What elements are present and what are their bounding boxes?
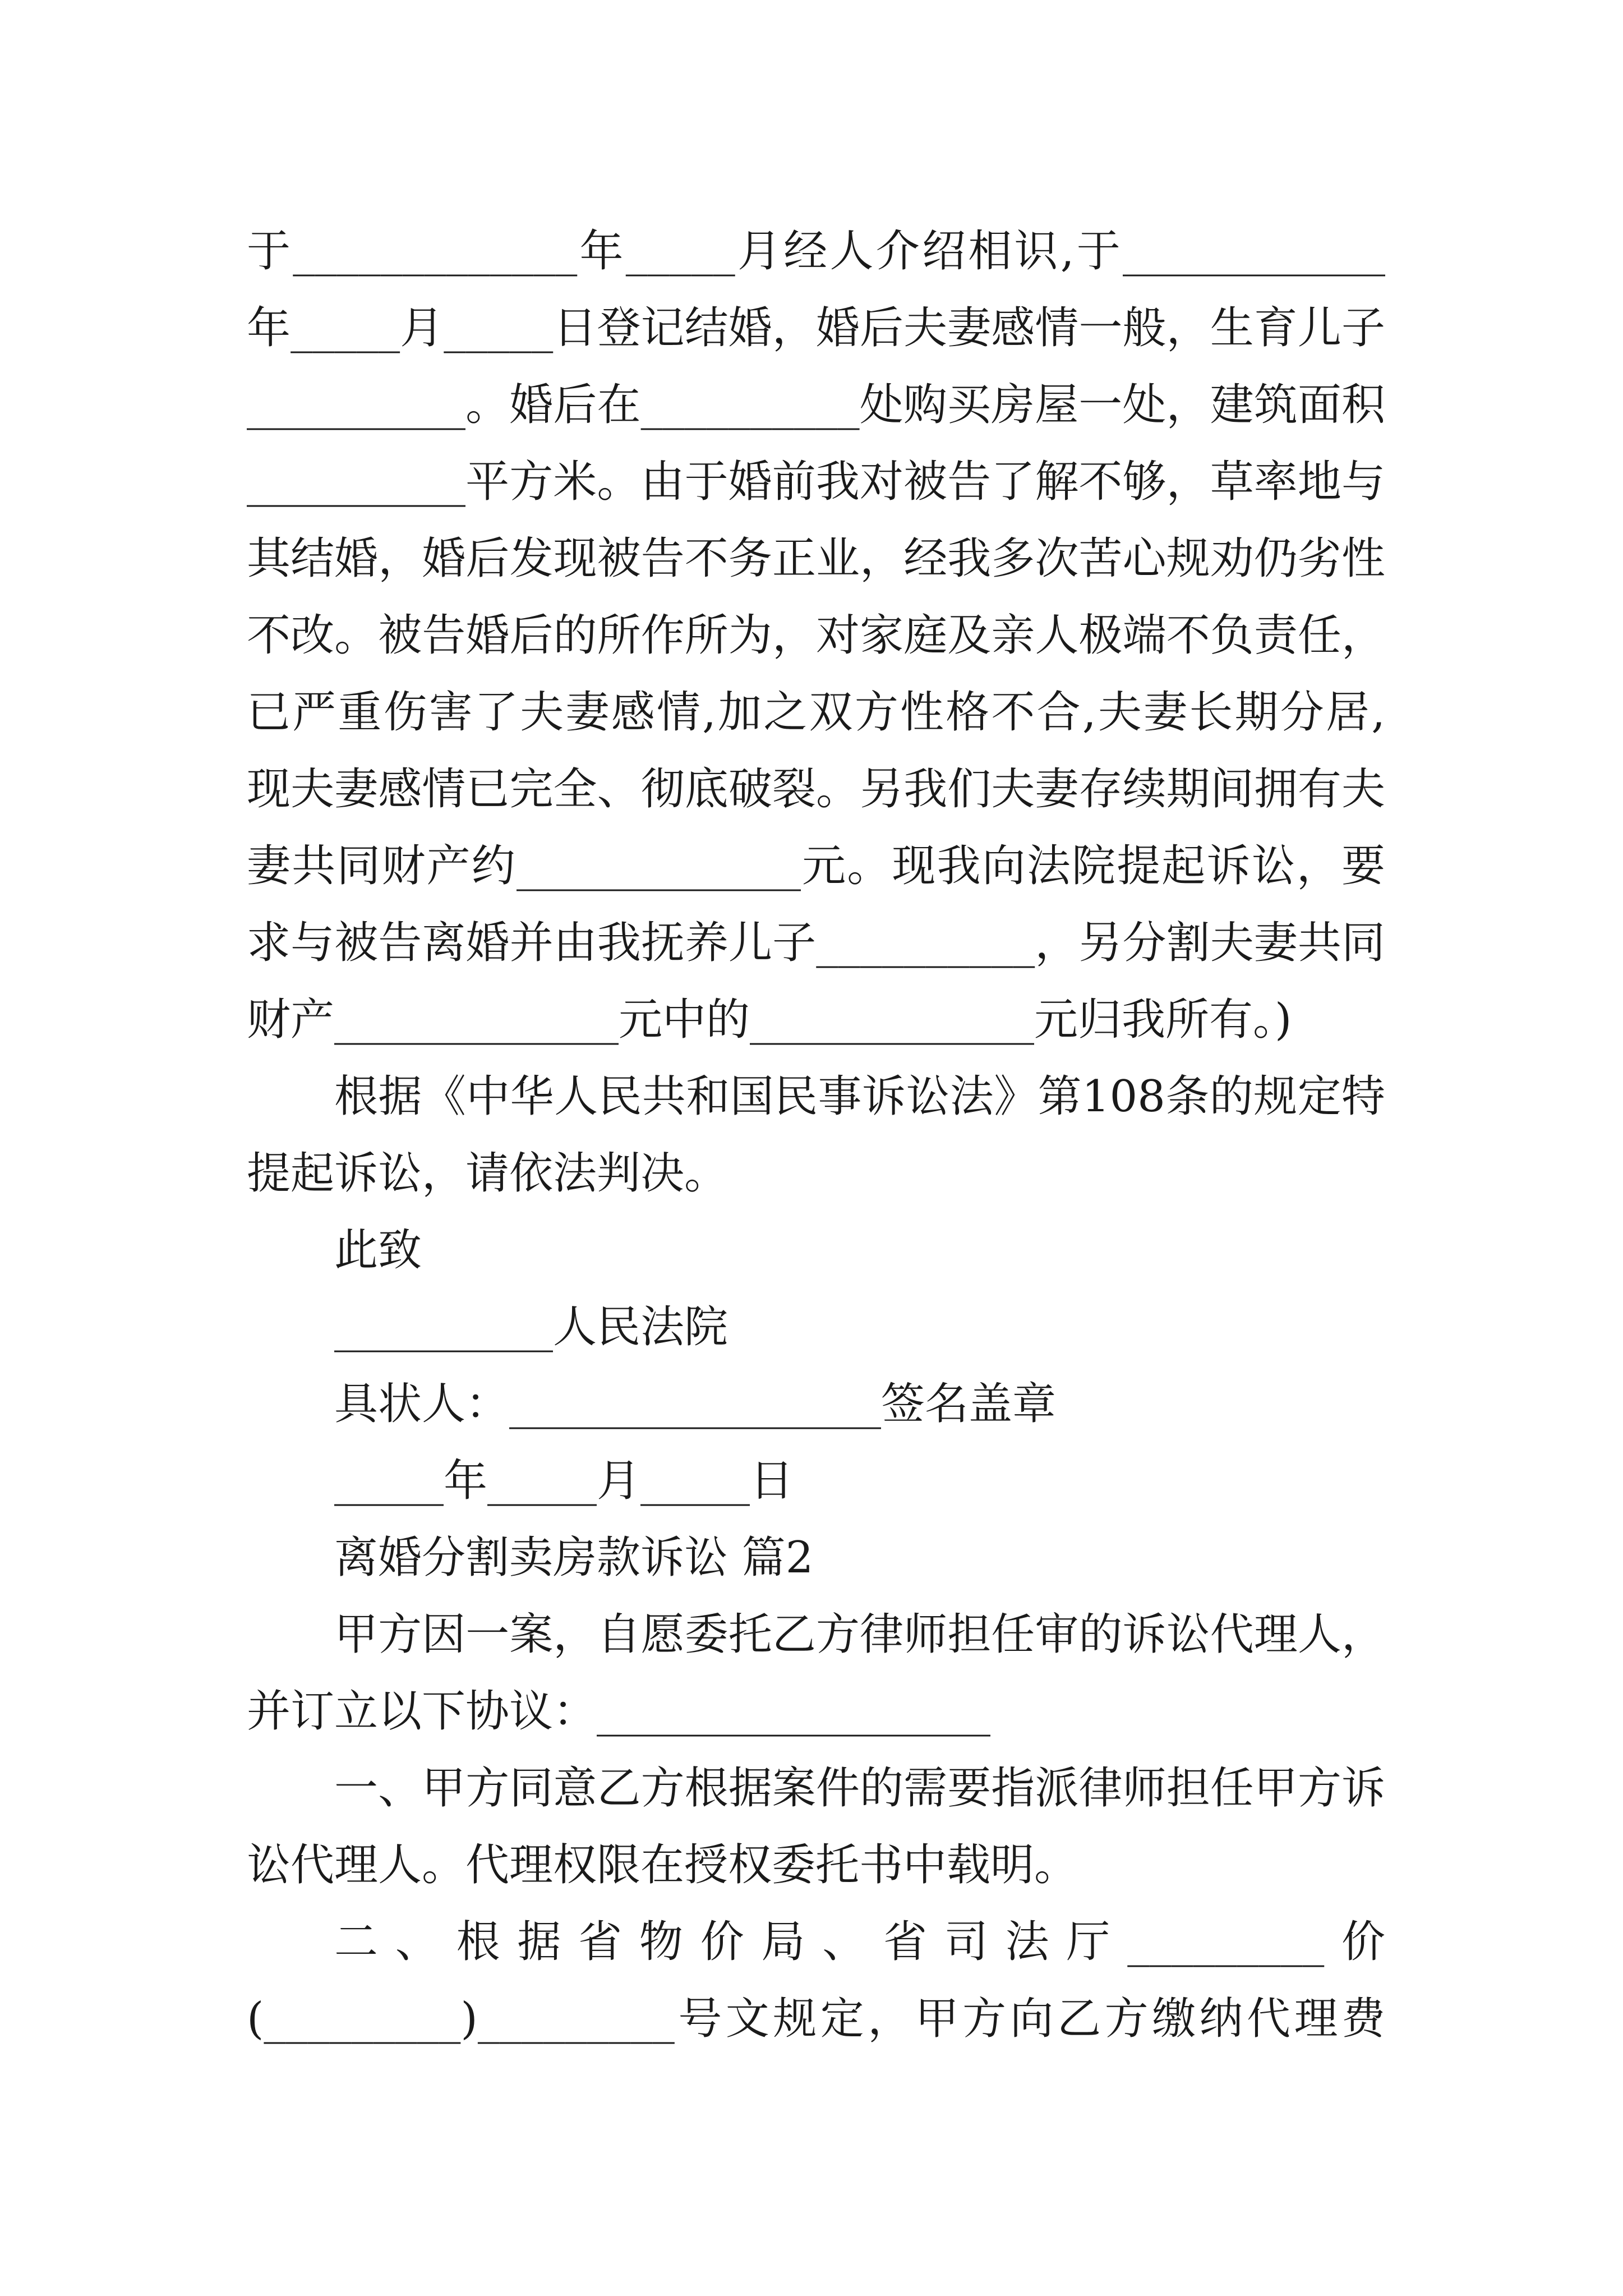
clause-line: 讼代理人。代理权限在授权委托书中载明。 xyxy=(247,1840,1078,1890)
agreement-line: 甲方因一案，自愿委托乙方律师担任审的诉讼代理人， xyxy=(334,1609,1385,1660)
body-line: 其结婚，婚后发现被告不务正业，经我多次苦心规劝仍劣性 xyxy=(247,533,1385,584)
legal-basis-line: 提起诉讼，请依法判决。 xyxy=(247,1148,728,1199)
body-line: 于_____________年_____月经人介绍相识,于____________ xyxy=(247,226,1385,277)
signature-line: 具状人：_________________签名盖章 xyxy=(334,1379,1057,1429)
body-line: 求与被告离婚并由我抚养儿子__________，另分割夫妻共同 xyxy=(247,918,1385,968)
clause-line: 一、甲方同意乙方根据案件的需要指派律师担任甲方诉 xyxy=(334,1763,1385,1814)
legal-basis-line: 根据《中华人民共和国民事诉讼法》第108条的规定特 xyxy=(334,1071,1385,1122)
body-line: 已严重伤害了夫妻感情,加之双方性格不合,夫妻长期分居, xyxy=(247,687,1385,738)
body-line: __________平方米。由于婚前我对被告了解不够，草率地与 xyxy=(247,457,1385,507)
clause-line: 二、根据省物价局、省司法厅_________价 xyxy=(334,1917,1385,1967)
body-line: 年_____月_____日登记结婚，婚后夫妻感情一般，生育儿子 xyxy=(247,303,1385,353)
body-line: __________。婚后在__________处购买房屋一处，建筑面积 xyxy=(247,380,1385,430)
document-page xyxy=(247,213,1385,2058)
agreement-line: 并订立以下协议：__________________ xyxy=(247,1686,991,1737)
body-line: 现夫妻感情已完全、彻底破裂。另我们夫妻存续期间拥有夫 xyxy=(247,764,1385,815)
section-heading: 离婚分割卖房款诉讼 篇2 xyxy=(334,1533,814,1583)
salutation: 此致 xyxy=(334,1225,422,1276)
body-line: 不改。被告婚后的所作所为，对家庭及亲人极端不负责任， xyxy=(247,610,1385,661)
date-line: _____年_____月_____日 xyxy=(334,1456,794,1506)
body-line: 财产_____________元中的_____________元归我所有。) xyxy=(247,995,1292,1045)
clause-line: (_________)_________号文规定，甲方向乙方缴纳代理费 xyxy=(247,1994,1385,2044)
body-line: 妻共同财产约_____________元。现我向法院提起诉讼，要 xyxy=(247,841,1385,891)
court-line: __________人民法院 xyxy=(334,1302,728,1352)
